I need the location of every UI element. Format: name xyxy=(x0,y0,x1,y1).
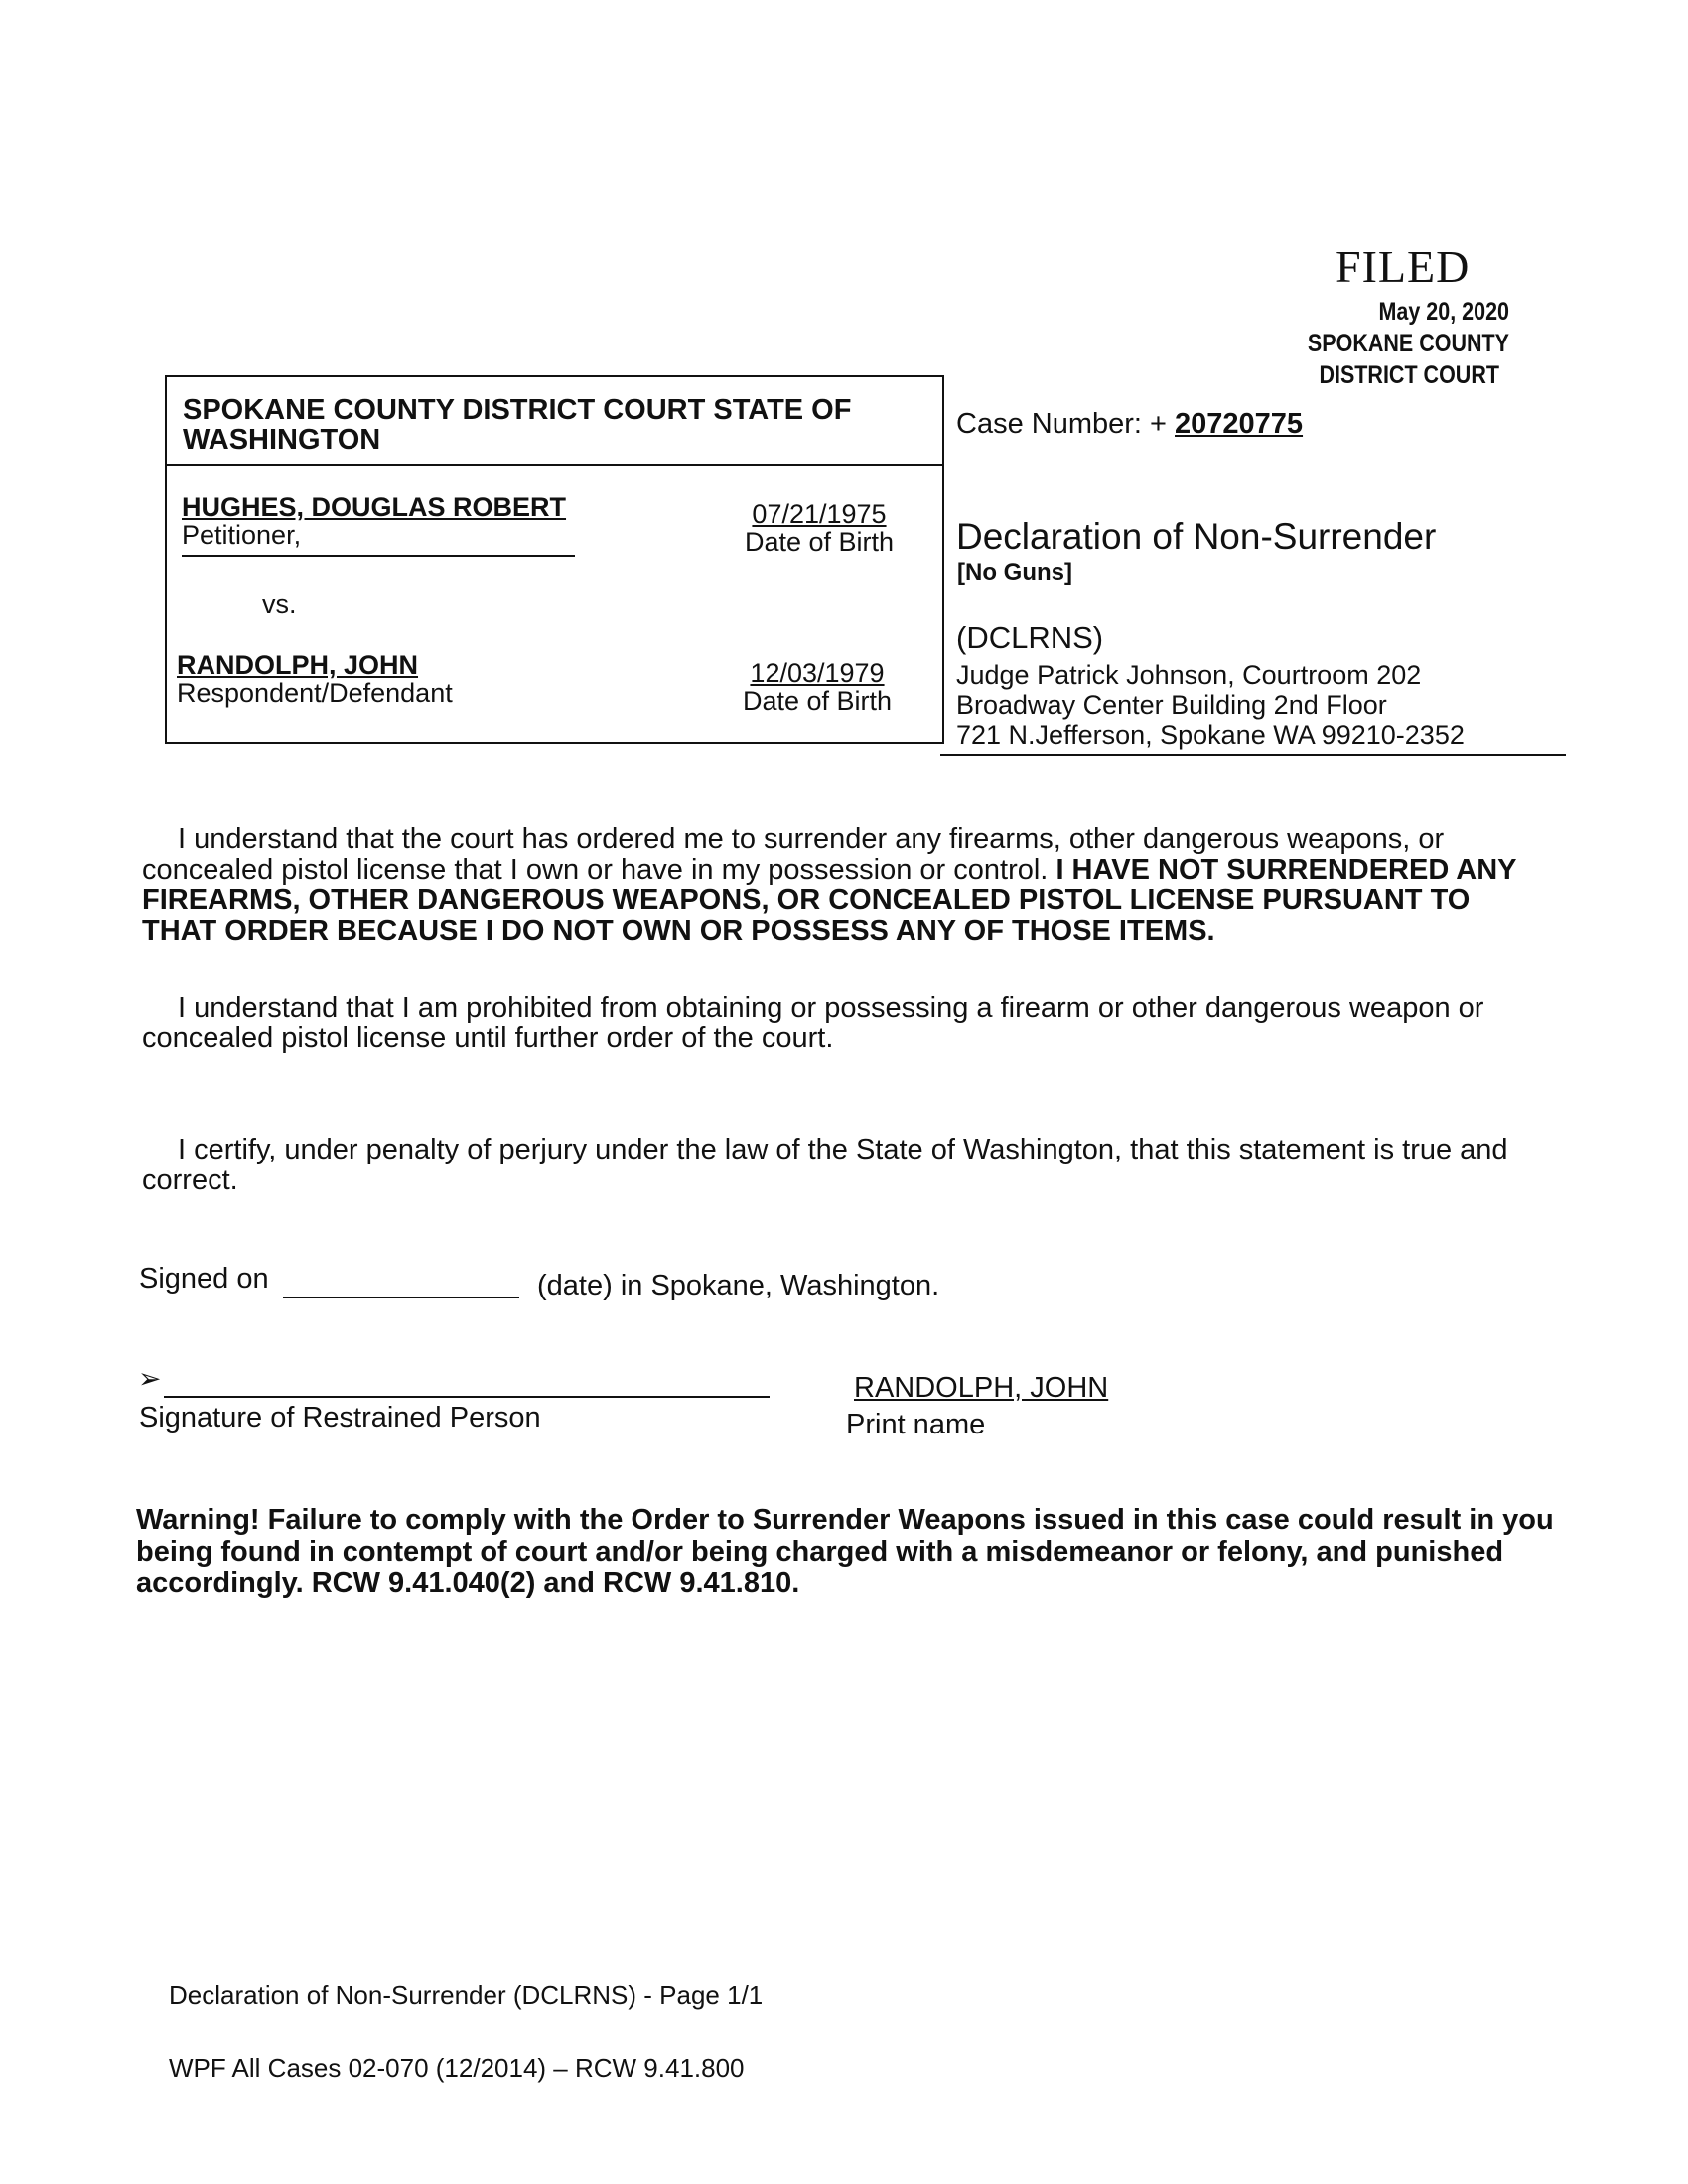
caption-right-rule xyxy=(940,754,1566,756)
print-name-value: RANDOLPH, JOHN xyxy=(854,1372,1109,1404)
court-address-block xyxy=(956,660,1552,750)
case-number-line xyxy=(956,409,1552,439)
document-subtitle: [No Guns] xyxy=(957,559,1072,586)
petitioner-dob-block xyxy=(725,500,914,556)
respondent-dob-label: Date of Birth xyxy=(742,686,893,716)
petitioner-dob: 07/21/1975 xyxy=(752,499,887,529)
signed-on-label: Signed on xyxy=(139,1263,269,1295)
respondent-dob: 12/03/1979 xyxy=(750,658,885,688)
respondent-dob-block xyxy=(723,659,912,715)
judge-courtroom: Judge Patrick Johnson, Courtroom 202 xyxy=(956,660,1422,690)
footer-form-info: WPF All Cases 02-070 (12/2014) – RCW 9.41.800 xyxy=(169,2053,745,2083)
filed-court-line1: SPOKANE COUNTY xyxy=(1307,330,1509,357)
footer-page-info: Declaration of Non-Surrender (DCLRNS) - Page 1/1 xyxy=(169,1980,764,2010)
filed-date: May 20, 2020 xyxy=(1378,298,1509,326)
building: Broadway Center Building 2nd Floor xyxy=(956,690,1387,720)
petitioner-dob-label: Date of Birth xyxy=(744,527,895,557)
print-name-label: Print name xyxy=(846,1409,986,1440)
paragraph-1-bold: I HAVE NOT SURRENDERED ANY FIREARMS, OTHER DANGEROUS WEAPONS, OR CONCEALED PISTOL LICENSE PURSUANT TO THAT ORDER BECAUSE I DO NOT OWN OR POSSESS ANY OF THOSE ITEMS. xyxy=(142,854,1516,947)
signature-label: Signature of Restrained Person xyxy=(139,1402,541,1433)
paragraph-1 xyxy=(142,824,1552,947)
date-place-text: (date) in Spokane, Washington. xyxy=(537,1270,940,1301)
document-code: (DCLRNS) xyxy=(956,620,1104,655)
petitioner-role: Petitioner, xyxy=(182,520,302,550)
paragraph-3: I certify, under penalty of perjury under the law of the State of Washington, that this statement is true and correct. xyxy=(142,1134,1508,1196)
street-address: 721 N.Jefferson, Spokane WA 99210-2352 xyxy=(956,720,1465,750)
petitioner-name: HUGHES, DOUGLAS ROBERT xyxy=(182,492,567,522)
versus-label: vs. xyxy=(262,589,297,618)
petitioner-underline xyxy=(182,555,575,557)
signature-line[interactable] xyxy=(164,1396,770,1398)
respondent-name: RANDOLPH, JOHN xyxy=(177,650,419,680)
paragraph-2: I understand that I am prohibited from obtaining or possessing a firearm or other dangerous weapon or concealed pistol license until further order of the court. xyxy=(142,992,1484,1054)
case-number: 20720775 xyxy=(1175,408,1304,440)
signature-marker-icon: ➢ xyxy=(138,1363,162,1394)
filed-court-line2: DISTRICT COURT xyxy=(1319,361,1499,389)
court-name: SPOKANE COUNTY DISTRICT COURT STATE OF WASHINGTON xyxy=(183,394,852,456)
respondent-role: Respondent/Defendant xyxy=(177,678,453,708)
caption-divider xyxy=(165,464,942,466)
filed-word: FILED xyxy=(1336,241,1471,292)
paragraph-1-text: I understand that the court has ordered me to surrender any firearms, other dangerous weapons, or concealed pistol license that I own or have in my possession or control. xyxy=(142,823,1445,886)
signed-date-line[interactable] xyxy=(283,1297,519,1298)
respondent-block xyxy=(177,651,574,707)
document-title: Declaration of Non-Surrender xyxy=(956,516,1437,557)
warning-text: Warning! Failure to comply with the Order to Surrender Weapons issued in this case could result in you being found in contempt of court and/or being charged with a misdemeanor or felony, and punished accordingly. RCW 9.41.040(2) and RCW 9.41.810. xyxy=(136,1504,1554,1599)
petitioner-block xyxy=(182,493,579,549)
case-number-label: Case Number: + xyxy=(956,408,1167,440)
